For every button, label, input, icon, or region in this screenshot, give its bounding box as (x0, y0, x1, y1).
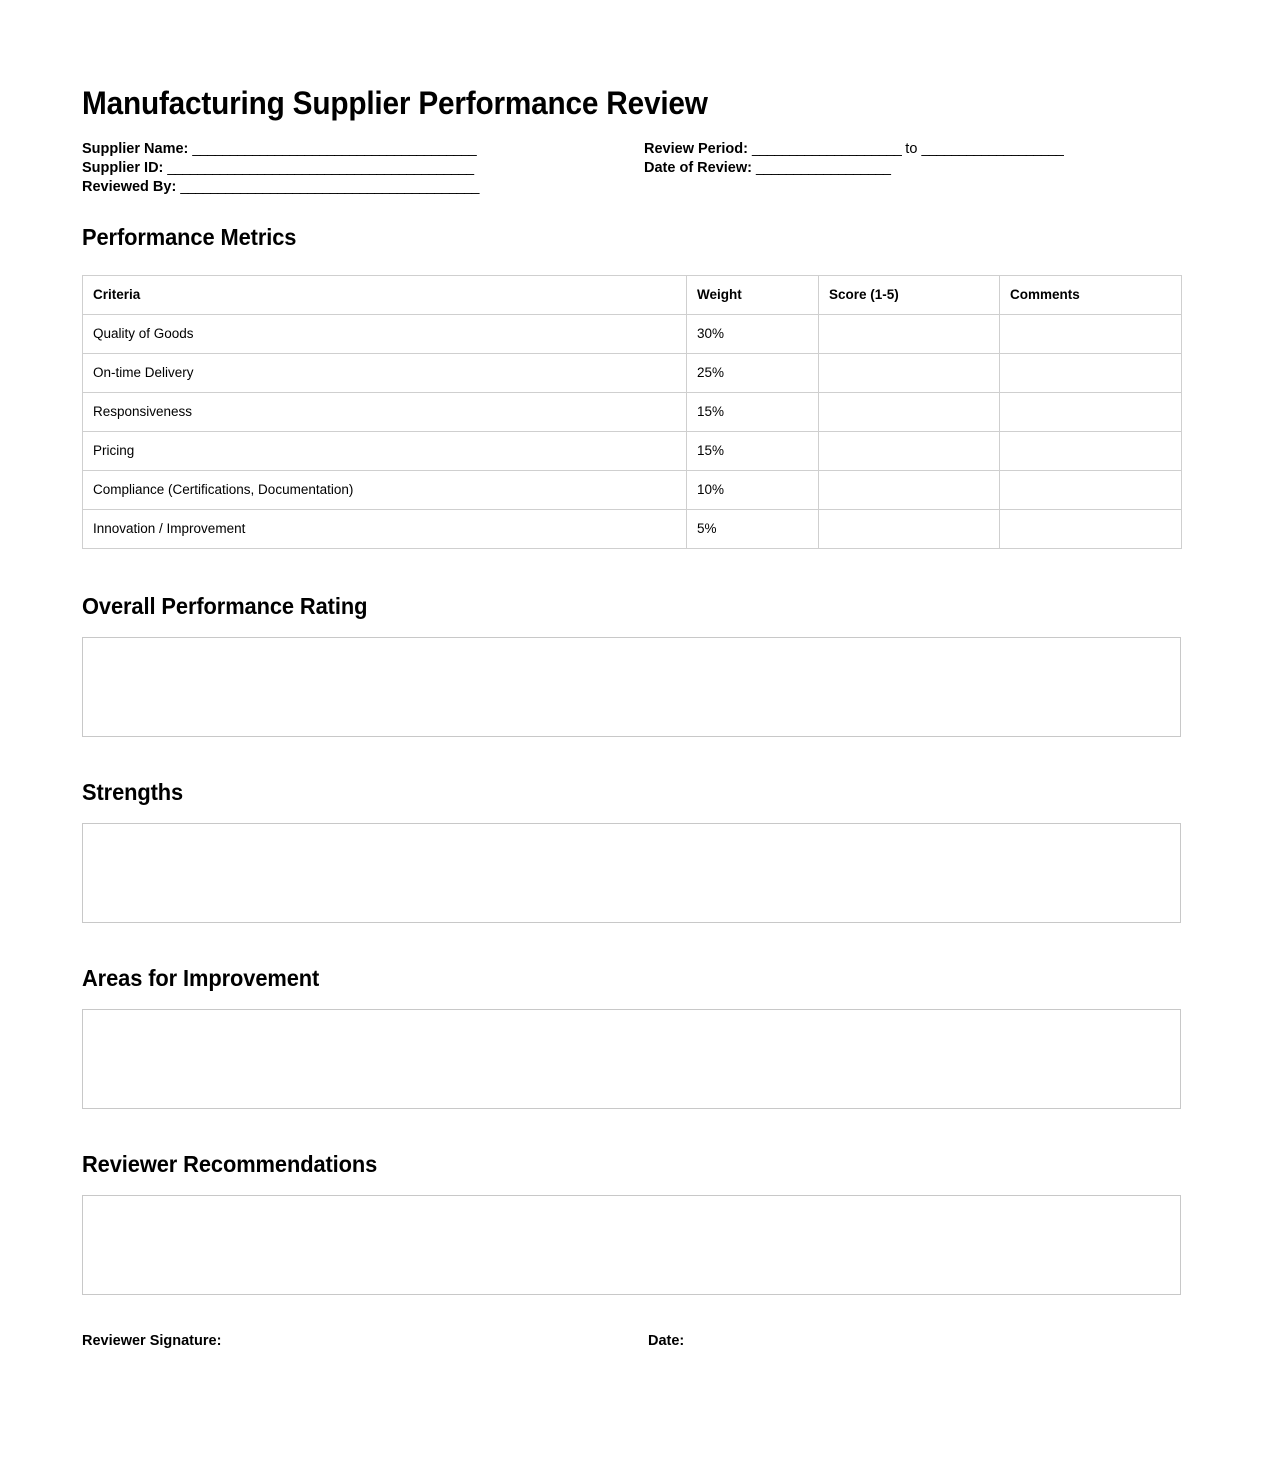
cell-score[interactable] (819, 470, 1000, 509)
table-row (83, 431, 1182, 470)
cell-comments[interactable] (1000, 509, 1182, 548)
cell-criteria: Innovation / Improvement (83, 509, 687, 548)
cell-criteria: Pricing (83, 431, 687, 470)
table-header-row (83, 275, 1182, 314)
table-row (83, 470, 1182, 509)
review-period-start-input-rule[interactable]: ____________________ (751, 140, 902, 157)
signature-row (82, 1333, 1181, 1357)
date-of-review-input-rule[interactable]: __________________ (756, 159, 891, 176)
supplier-name-input-rule[interactable]: ______________________________________ (192, 140, 477, 157)
column-header-score: Score (1-5) (819, 275, 1000, 314)
reviewed-by-field (82, 178, 479, 197)
cell-weight: 15% (687, 431, 819, 470)
performance-metrics-table (82, 275, 1182, 549)
cell-weight: 5% (687, 509, 819, 548)
header-meta-right-column (644, 140, 1063, 178)
strengths-section (82, 779, 1181, 923)
areas-for-improvement-input[interactable] (82, 1009, 1181, 1109)
overall-performance-rating-heading: Overall Performance Rating (82, 592, 368, 619)
overall-performance-rating-input[interactable] (82, 637, 1181, 737)
header-meta-fields (82, 140, 1181, 202)
cell-comments[interactable] (1000, 431, 1182, 470)
reviewed-by-input-rule[interactable]: ________________________________________ (180, 178, 479, 195)
reviewer-recommendations-input[interactable] (82, 1195, 1181, 1295)
supplier-name-field (82, 140, 479, 159)
performance-metrics-section (82, 224, 1181, 549)
cell-score[interactable] (819, 431, 1000, 470)
areas-for-improvement-section (82, 965, 1181, 1109)
table-row (83, 392, 1182, 431)
header-meta-left-column (82, 140, 479, 197)
reviewer-recommendations-section (82, 1151, 1181, 1295)
cell-score[interactable] (819, 392, 1000, 431)
cell-criteria: Responsiveness (83, 392, 687, 431)
supplier-id-field (82, 159, 479, 178)
column-header-comments: Comments (1000, 275, 1182, 314)
cell-score[interactable] (819, 509, 1000, 548)
page-title: Manufacturing Supplier Performance Review (82, 85, 708, 121)
date-of-review-field (644, 159, 1063, 178)
strengths-input[interactable] (82, 823, 1181, 923)
supplier-id-label: Supplier ID: (82, 159, 164, 176)
reviewer-recommendations-heading: Reviewer Recommendations (82, 1150, 378, 1177)
reviewer-signature-label: Reviewer Signature: (82, 1332, 222, 1349)
table-row (83, 509, 1182, 548)
review-period-joiner-label: to (901, 140, 922, 157)
strengths-heading: Strengths (82, 778, 184, 805)
column-header-weight: Weight (687, 275, 819, 314)
cell-comments[interactable] (1000, 470, 1182, 509)
cell-weight: 15% (687, 392, 819, 431)
cell-comments[interactable] (1000, 392, 1182, 431)
review-period-field (644, 140, 1063, 159)
overall-performance-rating-section (82, 593, 1181, 737)
review-period-label: Review Period: (644, 140, 748, 157)
cell-comments[interactable] (1000, 353, 1182, 392)
areas-for-improvement-heading: Areas for Improvement (82, 964, 320, 991)
performance-metrics-heading: Performance Metrics (82, 223, 297, 250)
table-row (83, 314, 1182, 353)
table-row (83, 353, 1182, 392)
cell-score[interactable] (819, 353, 1000, 392)
cell-weight: 25% (687, 353, 819, 392)
cell-criteria: On-time Delivery (83, 353, 687, 392)
cell-weight: 30% (687, 314, 819, 353)
supplier-id-input-rule[interactable]: _________________________________________ (167, 159, 474, 176)
date-of-review-label: Date of Review: (644, 159, 752, 176)
review-period-end-input-rule[interactable]: ___________________ (921, 140, 1064, 157)
cell-comments[interactable] (1000, 314, 1182, 353)
signature-date-label: Date: (648, 1332, 685, 1349)
supplier-name-label: Supplier Name: (82, 140, 189, 157)
cell-criteria: Quality of Goods (83, 314, 687, 353)
column-header-criteria: Criteria (83, 275, 687, 314)
reviewed-by-label: Reviewed By: (82, 178, 177, 195)
cell-criteria: Compliance (Certifications, Documentation) (83, 470, 687, 509)
cell-score[interactable] (819, 314, 1000, 353)
cell-weight: 10% (687, 470, 819, 509)
